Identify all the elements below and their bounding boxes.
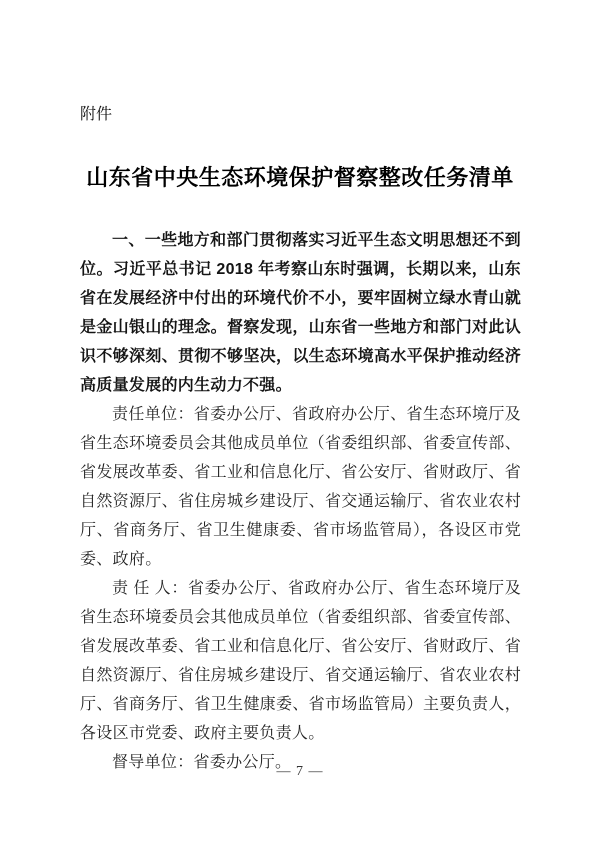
document-body xyxy=(80,226,521,777)
paragraph-responsible-units: 责任单位：省委办公厅、省政府办公厅、省生态环境厅及省生态环境委员会其他成员单位（省委组织部、省委宣传部、省发展改革委、省工业和信息化厅、省公安厅、省财政厅、省自然资源厅、省住房城乡建设厅、省交通运输厅、省农业农村厅、省商务厅、省卫生健康委、省市场监管局），各设区市党委、政府。 xyxy=(80,406,521,568)
attachment-label: 附件 xyxy=(80,106,113,123)
page-number: — 7 — xyxy=(276,764,324,779)
document-title: 山东省中央生态环境保护督察整改任务清单 xyxy=(86,165,514,190)
paragraph-issue-statement: 一、一些地方和部门贯彻落实习近平生态文明思想还不到位。习近平总书记 2018 年考察山东时强调，长期以来，山东省在发展经济中付出的环境代价不小，要牢固树立绿水青山就是金山银山的理念。督察发现，山东省一些地方和部门对此认识不够深刻、贯彻不够坚决，以生态环境高水平保护推动经济高质量发展的内生动力不强。 xyxy=(80,232,521,394)
paragraph-supervising-unit: 督导单位：省委办公厅。 xyxy=(112,754,292,771)
paragraph-responsible-persons: 责 任 人：省委办公厅、省政府办公厅、省生态环境厅及省生态环境委员会其他成员单位（省委组织部、省委宣传部、省发展改革委、省工业和信息化厅、省公安厅、省财政厅、省自然资源厅、省住房城乡建设厅、省交通运输厅、省农业农村厅、省商务厅、省卫生健康委、省市场监管局）主要负责人，各设区市党委、政府主要负责人。 xyxy=(80,580,521,742)
